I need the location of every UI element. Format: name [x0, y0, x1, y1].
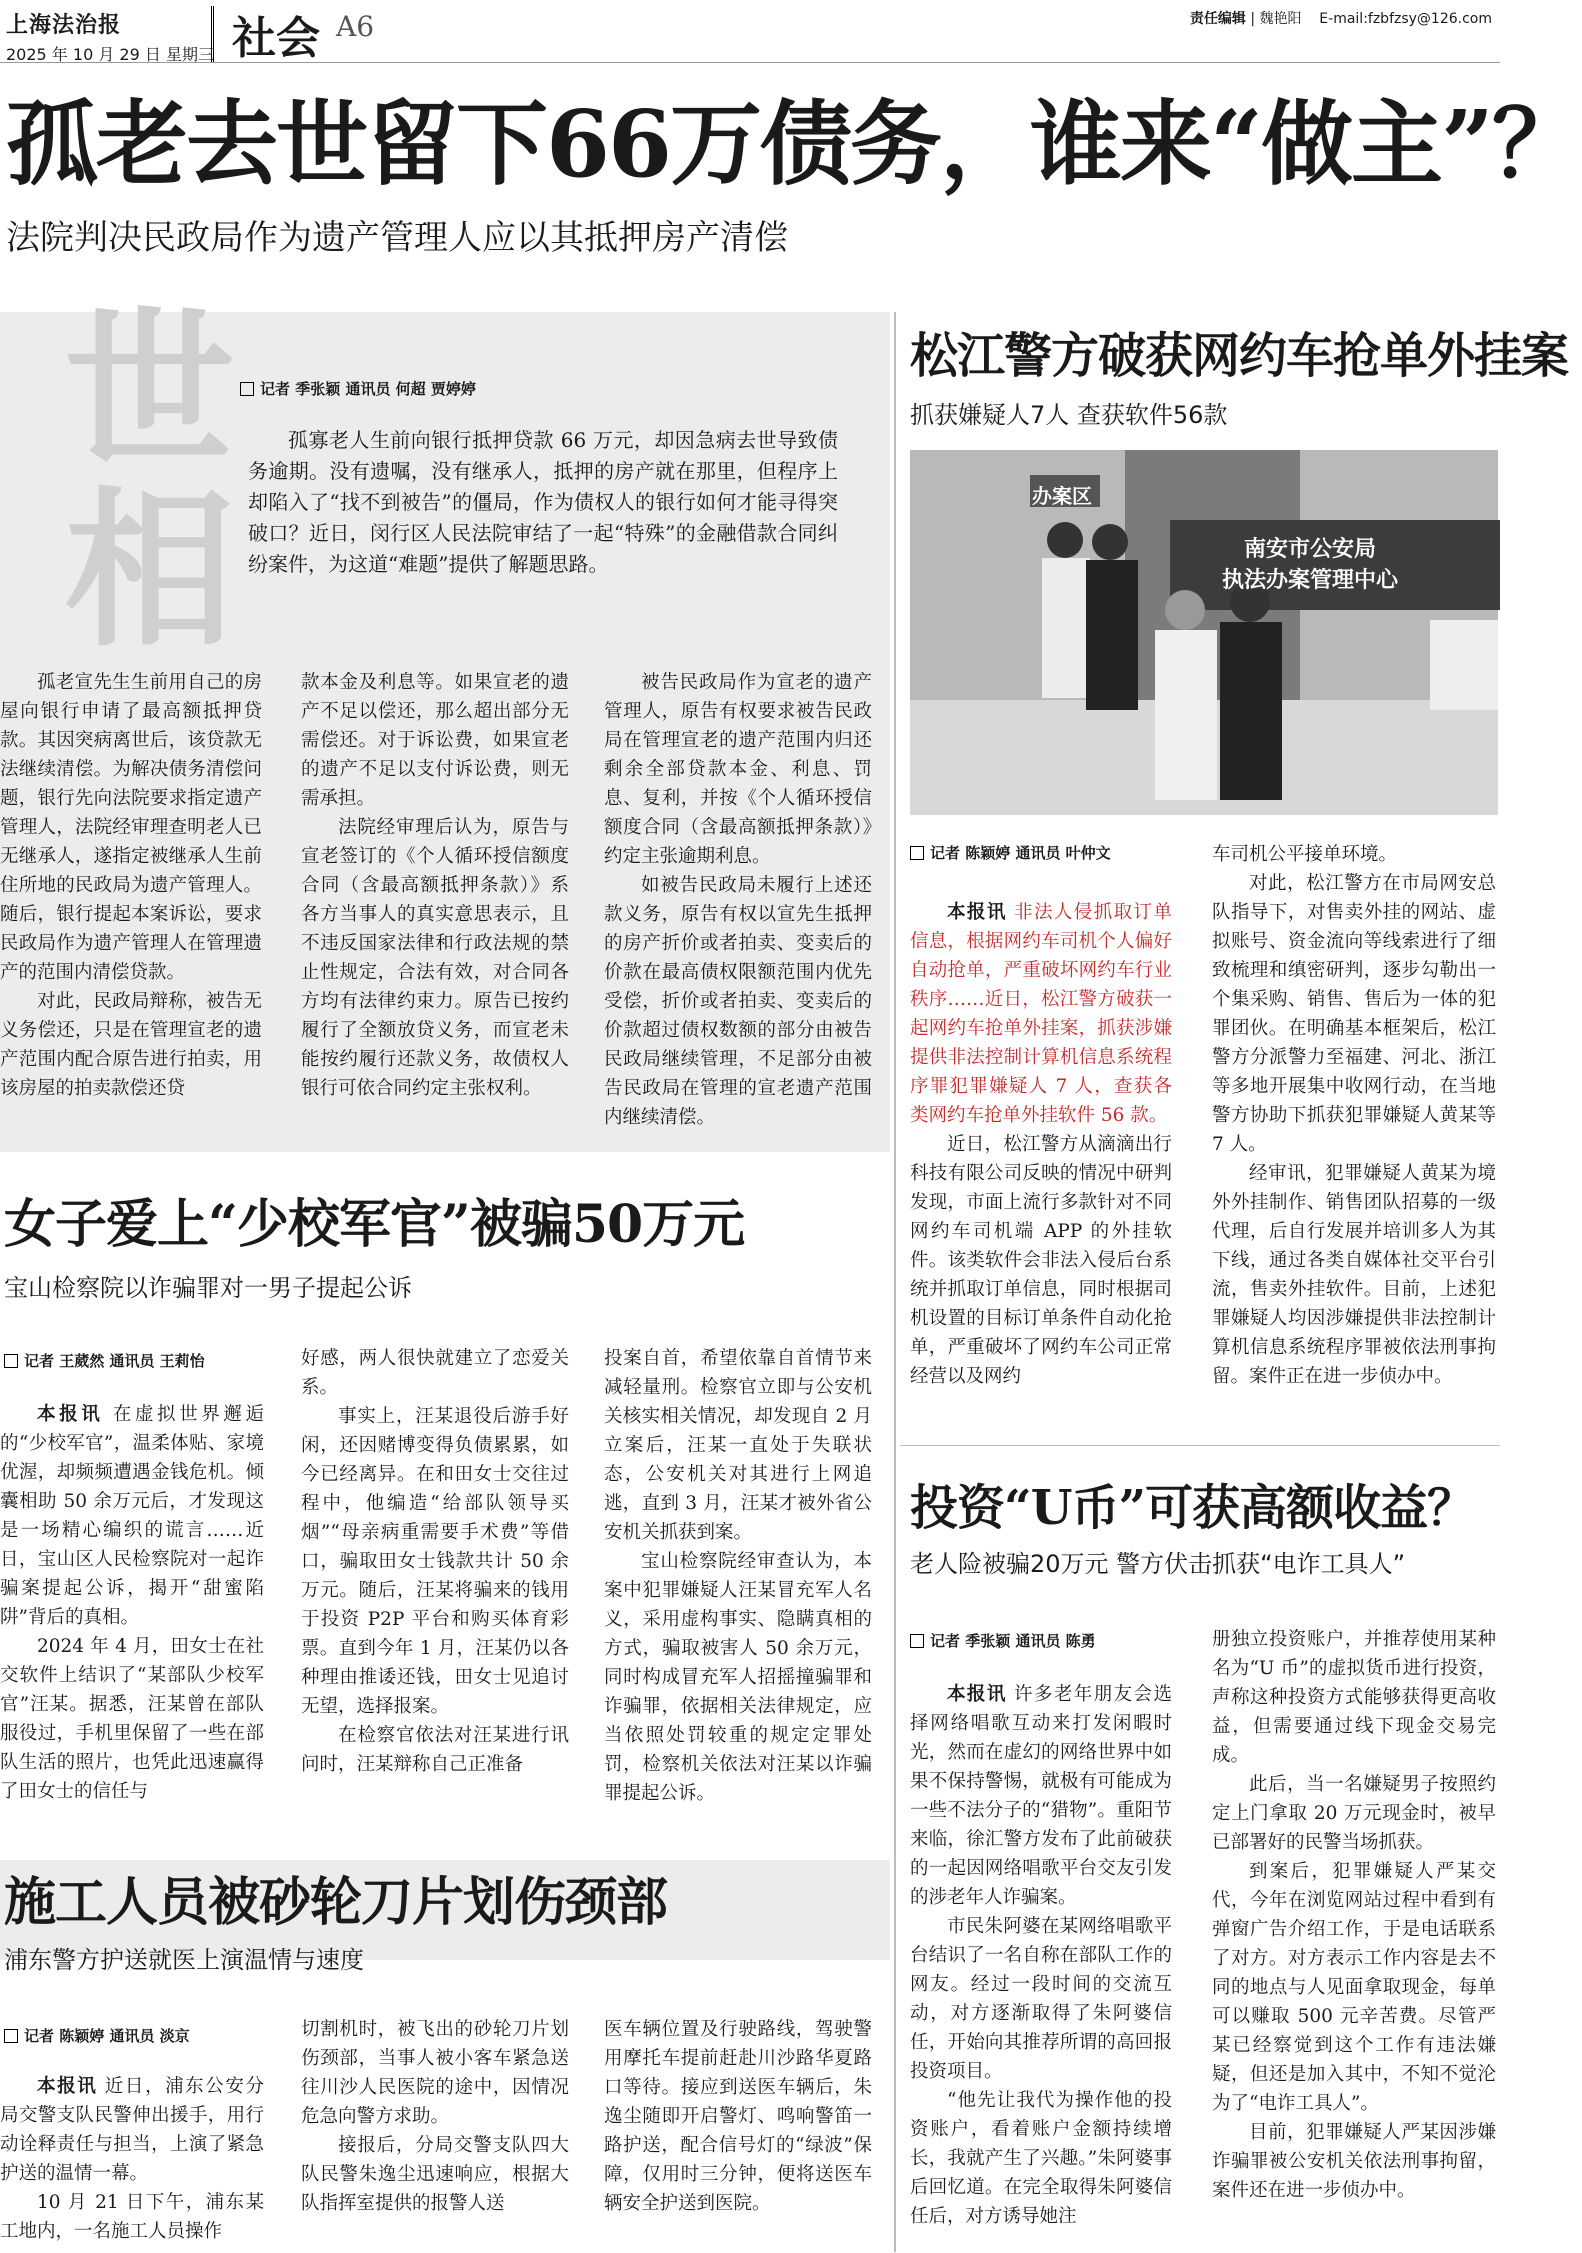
story4-subhead: 抓获嫌疑人7人 查获软件56款 — [910, 401, 1228, 429]
editor-info: 责任编辑 | 魏艳阳 E-mail:fzbfzsy@126.com — [1189, 11, 1492, 27]
page-number: A6 — [336, 10, 375, 43]
lead-col-3 — [604, 668, 872, 1132]
story3-col-3: 医车辆位置及行驶路线，驾驶警用摩托车提前赶赴川沙路华夏路口等待。接应到送医车辆后，朱逸尘随即开启警灯、鸣响警笛一路护送，配合信号灯的“绿波”保障，仅用时三分钟，便将送医车辆安全护送到医院。 — [604, 2019, 872, 2214]
editor-name: 魏艳阳 — [1259, 11, 1302, 27]
story4-headline: 松江警方破获网约车抢单外挂案 — [910, 328, 1569, 384]
story3-headline: 施工人员被砂轮刀片划伤颈部 — [4, 1872, 668, 1933]
lead-intro: 孤寡老人生前向银行抵押贷款 66 万元，却因急病去世导致债务逾期。没有遗嘱，没有继承人，抵押的房产就在那里，但程序上却陷入了“找不到被告”的僵局，作为债权人的银行如何才能寻得突破口？近日，闵行区人民法院审结了一起“特殊”的金融借款合同纠纷案件，为这道“难题”提供了解题思路。 — [248, 428, 838, 576]
story3-byline: 记者 陈颖婷 通讯员 淡京 — [4, 2025, 190, 2046]
story2-subhead: 宝山检察院以诈骗罪对一男子提起公诉 — [4, 1274, 412, 1302]
story3-col-1: 本报讯 近日，浦东公安分局交警支队民警伸出援手，用行动诠释责任与担当，上演了紧急护送的温情一幕。 10 月 21 日下午，浦东某工地内，一名施工人员操作 — [0, 2076, 264, 2242]
lead-col-2-para: 法院经审理后认为，原告与宣老签订的《个人循环授信额度合同（含最高额抵押条款）》系各方当事人的真实意思表示，且不违反国家法律和行政法规的禁止性规定，合法有效，对合同各方均有法律约束力。原告已按约履行了全额放贷义务，而宣老未能按约履行还款义务，故债权人银行可依合同约定主张权利。 — [301, 817, 569, 1099]
byline-box-icon — [4, 1354, 18, 1368]
byline-box-icon — [240, 382, 254, 396]
byline-box-icon — [4, 2029, 18, 2043]
lead-col-1-para: 对此，民政局辩称，被告无义务偿还，只是在管理宣老的遗产范围内配合原告进行拍卖，用该房屋的拍卖款偿还贷 — [0, 991, 262, 1099]
story3-col-2: 切割机时，被飞出的砂轮刀片划伤颈部，当事人被小客车紧急送往川沙人民医院的途中，因情况危急向警方求助。 接报后，分局交警支队四大队民警朱逸尘迅速响应，根据大队指挥室提供的报警人送 — [301, 2019, 569, 2214]
lead-col-2 — [301, 668, 569, 1103]
story2-col-1: 本报讯 在虚拟世界邂逅的“少校军官”，温柔体贴、家境优渥，却频频遭遇金钱危机。倾囊相助 50 余万元后，才发现这是一场精心编织的谎言……近日，宝山区人民检察院对一起诈骗案提起公诉，揭开“甜蜜陷阱”背后的真相。 2024 年 4 月，田女士在社交软件上结识了“某部队少校军官”汪某。据悉，汪某曾在部队服役过，手机里保留了一些在部队生活的照片，也凭此迅速赢得了田女士的信任与 — [0, 1404, 264, 1802]
story5-headline: 投资“U币”可获高额收益？ — [910, 1480, 1475, 1536]
photo-sign-main: 南安市公安局 执法办案管理中心 — [1221, 537, 1398, 593]
byline-box-icon — [910, 846, 924, 860]
story5-subhead: 老人险被骗20万元 警方伏击抓获“电诈工具人” — [910, 1550, 1406, 1578]
lead-col-1-para: 孤老宣先生生前用自己的房屋向银行申请了最高额抵押贷款。其因突病离世后，该贷款无法继续清偿。为解决债务清偿问题，银行先向法院要求指定遗产管理人，法院经审理查明老人已无继承人，遂指定被继承人生前住所地的民政局为遗产管理人。随后，银行提起本案诉讼，要求民政局作为遗产管理人在管理遗产的范围内清偿贷款。 — [0, 672, 262, 983]
story3-subhead: 浦东警方护送就医上演温情与速度 — [4, 1946, 364, 1974]
lead-subhead: 法院判决民政局作为遗产管理人应以其抵押房产清偿 — [6, 218, 788, 258]
masthead — [0, 0, 1500, 80]
lead-headline: 孤老去世留下66万债务，谁来“做主”？ — [6, 90, 1582, 198]
story4-byline: 记者 陈颖婷 通讯员 叶仲文 — [910, 842, 1111, 863]
story2-col-3: 投案自首，希望依靠自首情节来减轻量刑。检察官立即与公安机关核实相关情况，却发现自 2 月立案后，汪某一直处于失联状态，公安机关对其进行上网追逃，直到 3 月，汪某才被外省公安机关抓获到案。 宝山检察院经审查认为，本案中犯罪嫌疑人汪某冒充军人名义，采用虚构事实、隐瞒真相的方式，骗取被害人 50 余万元，同时构成冒充军人招摇撞骗罪和诈骗罪，依据相关法律规定，应当依照处罚较重的规定定罪处罚，检察机关依法对汪某以诈骗罪提起公诉。 — [604, 1348, 872, 1804]
editor-label: 责任编辑 — [1189, 11, 1246, 27]
column-divider — [894, 312, 896, 2252]
story5-col-1: 本报讯 许多老年朋友会选择网络唱歌互动来打发闲暇时光，然而在虚幻的网络世界中如果不保持警惕，就极有可能成为一些不法分子的“猎物”。重阳节来临，徐汇警方发布了此前破获的一起因网络唱歌平台交友引发的涉老年人诈骗案。 市民朱阿婆在某网络唱歌平台结识了一名自称在部队工作的网友。经过一段时间的交流互动，对方逐渐取得了朱阿婆信任，开始向其推荐所谓的高回报投资项目。 “他先让我代为操作他的投资账户，看着账户金额持续增长，我就产生了兴趣。”朱阿婆事后回忆道。在完全取得朱阿婆信任后，对方诱导她注 — [910, 1684, 1172, 2227]
story5-col-2: 册独立投资账户，并推荐使用某种名为“U 币”的虚拟货币进行投资，声称这种投资方式能够获得更高收益，但需要通过线下现金交易完成。 此后，当一名嫌疑男子按照约定上门拿取 20 万元现金时，被早已部署好的民警当场抓获。 到案后，犯罪嫌疑人严某交代，今年在浏览网站过程中看到有弹窗广告介绍工作，于是电话联系了对方。对方表示工作内容是去不同的地点与人见面拿取现金，每单可以赚取 500 元辛苦费。尽管严某已经察觉到这个工作有违法嫌疑，但还是加入其中，不知不觉沦为了“电诈工具人”。 目前，犯罪嫌疑人严某因涉嫌诈骗罪被公安机关依法刑事拘留，案件还在进一步侦办中。 — [1212, 1629, 1496, 2201]
story2-headline: 女子爱上“少校军官”被骗50万元 — [4, 1194, 745, 1255]
story4-col-2: 车司机公平接单环境。 对此，松江警方在市局网安总队指导下，对售卖外挂的网站、虚拟账号、资金流向等线索进行了细致梳理和缜密研判，逐步勾勒出一个集采购、销售、售后为一体的犯罪团伙。在明确基本框架后，松江警方分派警力至福建、河北、浙江等多地开展集中收网行动，在当地警方协助下抓获犯罪嫌疑人黄某等 7 人。 经审讯，犯罪嫌疑人黄某为境外外挂制作、销售团队招募的一级代理，后自行发展并培训多人为其下线，通过各类自媒体社交平台引流，售卖外挂软件。目前，上述犯罪嫌疑人均因涉嫌提供非法控制计算机信息系统程序罪被依法刑事拘留。案件正在进一步侦办中。 — [1212, 844, 1496, 1387]
news-photo — [910, 450, 1498, 815]
right-column-rule — [900, 1445, 1500, 1446]
story2-col-2: 好感，两人很快就建立了恋爱关系。 事实上，汪某退役后游手好闲，还因赌博变得负债累累，如今已经离异。在和田女士交往过程中，他编造“给部队领导买烟”“母亲病重需要手术费”等借口，骗取田女士钱款共计 50 余万元。随后，汪某将骗来的钱用于投资 P2P 平台和购买体育彩票。直到今年 1 月，汪某仍以各种理由推诿还钱，田女士见追讨无望，选择报案。 在检察官依法对汪某进行讯问时，汪某辩称自己正准备 — [301, 1348, 569, 1775]
story5-byline: 记者 季张颖 通讯员 陈勇 — [910, 1630, 1096, 1651]
issue-date: 2025 年 10 月 29 日 星期三 — [6, 45, 214, 64]
lead-col-2-para: 款本金及利息等。如果宣老的遗产不足以偿还，那么超出部分无需偿还。对于诉讼费，如果宣老的遗产不足以支付诉讼费，则无需承担。 — [301, 672, 569, 809]
editor-email: E-mail:fzbfzsy@126.com — [1319, 11, 1492, 27]
lead-byline: 记者 季张颖 通讯员 何超 贾婷婷 — [240, 378, 476, 399]
masthead-divider — [211, 6, 214, 62]
police-photo-illustration — [910, 450, 1498, 815]
lead-col-3-para: 被告民政局作为宣老的遗产管理人，原告有权要求被告民政局在管理宣老的遗产范围内归还剩余全部贷款本金、利息、罚息、复利，并按《个人循环授信额度合同（含最高额抵押条款）》约定主张逾期利息。 — [604, 672, 872, 867]
lead-col-1 — [0, 668, 262, 1103]
photo-sign-left: 办案区 — [1032, 484, 1092, 508]
story4-col-1: 本报讯 非法人侵抓取订单信息，根据网约车司机个人偏好自动抢单，严重破坏网约车行业秩序……近日，松江警方破获一起网约车抢单外挂案，抓获涉嫌提供非法控制计算机信息系统程序罪犯罪嫌疑人 7 人，查获各类网约车抢单外挂软件 56 款。 近日，松江警方从滴滴出行科技有限公司反映的情况中研判发现，市面上流行多款针对不同网约车司机端 APP 的外挂软件。该类软件会非法入侵后台系统并抓取订单信息，同时根据司机设置的目标订单条件自动化抢单，严重破坏了网约车公司正常经营以及网约 — [910, 902, 1172, 1387]
column-mark: 世相 — [35, 300, 235, 660]
byline-box-icon — [910, 1634, 924, 1648]
masthead-rule — [0, 62, 1500, 63]
lead-col-3-para: 如被告民政局未履行上述还款义务，原告有权以宣先生抵押的房产折价或者拍卖、变卖后的价款在最高债权限额范围内优先受偿，折价或者拍卖、变卖后的价款超过债权数额的部分由被告民政局继续管理，不足部分由被告民政局在管理的宣老遗产范围内继续清偿。 — [604, 875, 872, 1128]
section-name: 社会 — [232, 13, 320, 64]
paper-name: 上海法治报 — [6, 12, 122, 38]
story2-byline: 记者 王葳然 通讯员 王莉怡 — [4, 1350, 205, 1371]
